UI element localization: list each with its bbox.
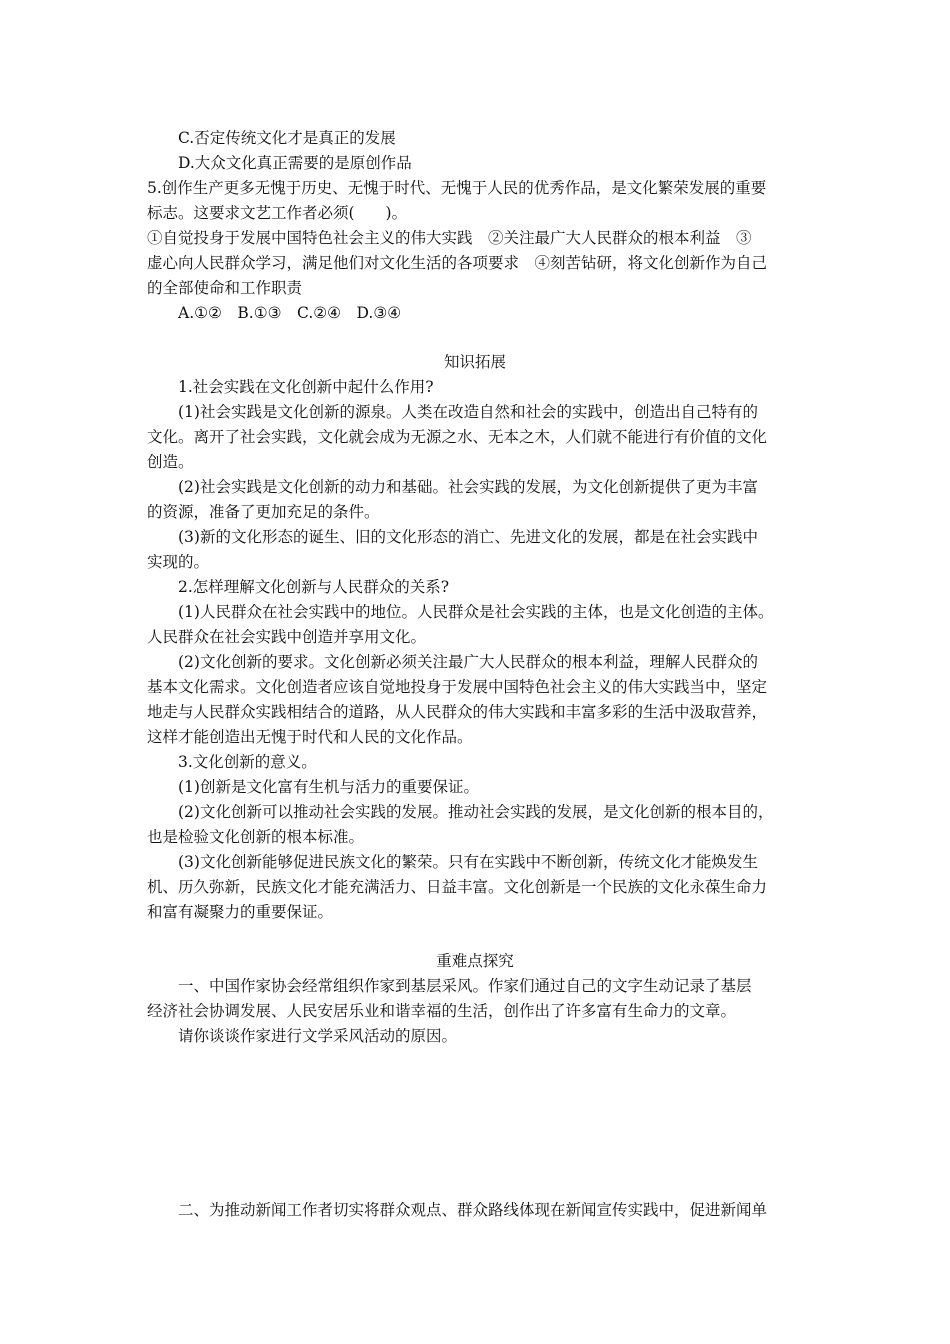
paragraph-line: 创造。 <box>147 453 194 471</box>
paragraph-line: 和富有凝聚力的重要保证。 <box>147 903 334 921</box>
question-5-stem-cont: 标志。这要求文艺工作者必须( )。 <box>147 204 408 222</box>
paragraph-line: 这样才能创造出无愧于时代和人民的文化作品。 <box>147 728 473 746</box>
paragraph-line: (1)创新是文化富有生机与活力的重要保证。 <box>178 778 479 796</box>
paragraph-line: 实现的。 <box>147 553 210 571</box>
question-5-items: ①自觉投身于发展中国特色社会主义的伟大实践 ②关注最广大人民群众的根本利益 ③ <box>147 229 752 247</box>
option-c: C.否定传统文化才是真正的发展 <box>178 129 396 147</box>
section-heading-key-points: 重难点探究 <box>436 952 514 970</box>
paragraph-line: 地走与人民群众实践相结合的道路，从人民群众的伟大实践和丰富多彩的生活中汲取营养， <box>147 703 768 721</box>
paragraph-line: 文化。离开了社会实践，文化就会成为无源之水、无本之木，人们就不能进行有价值的文化 <box>147 428 768 446</box>
exploration-1: 一、中国作家协会经常组织作家到基层采风。作家们通过自己的文字生动记录了基层 <box>178 977 752 995</box>
section-heading-knowledge: 知识拓展 <box>443 353 506 371</box>
exploration-2: 二、为推动新闻工作者切实将群众观点、群众路线体现在新闻宣传实践中，促进新闻单 <box>178 1201 768 1219</box>
paragraph-line: 也是检验文化创新的根本标准。 <box>147 828 365 846</box>
paragraph-line: (3)新的文化形态的诞生、旧的文化形态的消亡、先进文化的发展，都是在社会实践中 <box>178 528 758 546</box>
question-5-stem: 5.创作生产更多无愧于历史、无愧于时代、无愧于人民的优秀作品，是文化繁荣发展的重要 <box>147 179 767 197</box>
knowledge-q1: 1.社会实践在文化创新中起什么作用? <box>178 378 434 396</box>
knowledge-q3: 3.文化创新的意义。 <box>178 753 317 771</box>
paragraph-line: (1)社会实践是文化创新的源泉。人类在改造自然和社会的实践中，创造出自己特有的 <box>178 403 758 421</box>
paragraph-line: (2)文化创新可以推动社会实践的发展。推动社会实践的发展，是文化创新的根本目的， <box>178 803 774 821</box>
option-d: D.大众文化真正需要的是原创作品 <box>178 154 412 172</box>
exploration-1-question: 请你谈谈作家进行文学采风活动的原因。 <box>178 1027 458 1045</box>
paragraph-line: (3)文化创新能够促进民族文化的繁荣。只有在实践中不断创新，传统文化才能焕发生 <box>178 853 758 871</box>
paragraph-line: 人民群众在社会实践中创造并享用文化。 <box>147 628 427 646</box>
paragraph-line: 机、历久弥新，民族文化才能充满活力、日益丰富。文化创新是一个民族的文化永葆生命力 <box>147 878 768 896</box>
exploration-1-cont: 经济社会协调发展、人民安居乐业和谐幸福的生活，创作出了许多富有生命力的文章。 <box>147 1002 737 1020</box>
paragraph-line: (2)文化创新的要求。文化创新必须关注最广大人民群众的根本利益，理解人民群众的 <box>178 653 758 671</box>
question-5-items-cont: 虚心向人民群众学习，满足他们对文化生活的各项要求 ④刻苦钻研，将文化创新作为自己 <box>147 254 768 272</box>
paragraph-line: 基本文化需求。文化创造者应该自觉地投身于发展中国特色社会主义的伟大实践当中，坚定 <box>147 678 768 696</box>
question-5-options: A.①② B.①③ C.②④ D.③④ <box>178 304 402 322</box>
knowledge-q2: 2.怎样理解文化创新与人民群众的关系? <box>178 578 450 596</box>
paragraph-line: (1)人民群众在社会实践中的地位。人民群众是社会实践的主体，也是文化创造的主体。 <box>178 603 774 621</box>
question-5-items-cont: 的全部使命和工作职责 <box>147 279 303 297</box>
paragraph-line: (2)社会实践是文化创新的动力和基础。社会实践的发展，为文化创新提供了更为丰富 <box>178 478 758 496</box>
paragraph-line: 的资源，准备了更加充足的条件。 <box>147 503 380 521</box>
